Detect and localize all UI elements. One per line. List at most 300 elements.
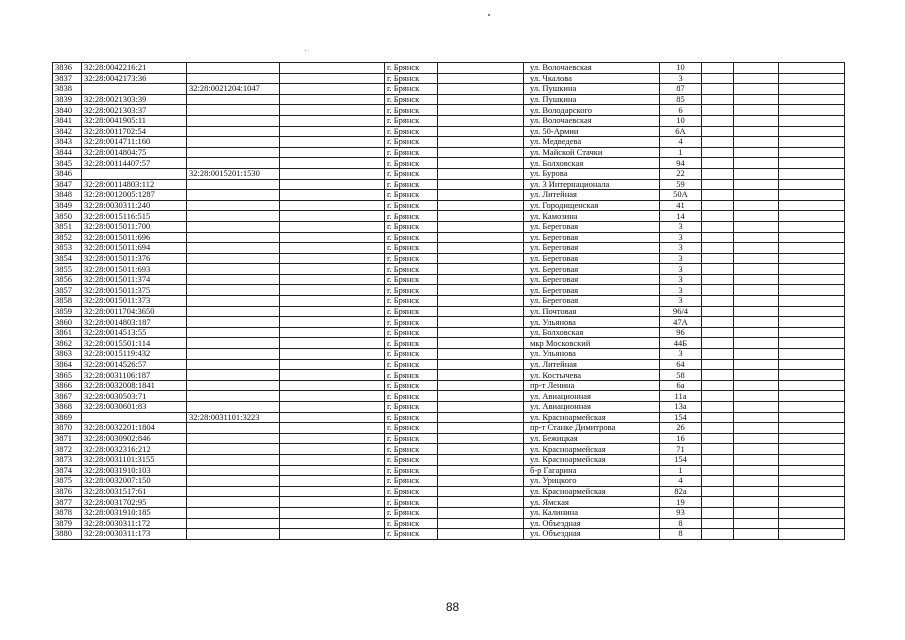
empty-cell — [280, 158, 385, 169]
city-cell: г. Брянск — [385, 507, 438, 518]
scan-speck — [488, 14, 490, 16]
row-number-cell: 3840 — [53, 105, 82, 116]
street-cell: ул. Ульянова — [524, 317, 660, 328]
house-number-cell: 58 — [660, 370, 702, 381]
empty-cell — [734, 190, 779, 201]
empty-cell — [779, 232, 845, 243]
street-cell: пр-т Станке Димитрова — [524, 423, 660, 434]
empty-cell — [280, 497, 385, 508]
cadastral-number-2-cell — [187, 465, 280, 476]
house-number-cell: 6 — [660, 105, 702, 116]
empty-cell — [438, 380, 524, 391]
empty-cell — [280, 380, 385, 391]
empty-cell — [438, 168, 524, 179]
row-number-cell: 3854 — [53, 253, 82, 264]
empty-cell — [702, 221, 734, 232]
cadastral-number-2-cell — [187, 179, 280, 190]
cadastral-number-cell: 32:28:0030311:240 — [82, 200, 187, 211]
empty-cell — [702, 232, 734, 243]
empty-cell — [702, 126, 734, 137]
city-cell: г. Брянск — [385, 63, 438, 74]
street-cell: ул. Береговая — [524, 264, 660, 275]
empty-cell — [779, 221, 845, 232]
empty-cell — [702, 253, 734, 264]
house-number-cell: 154 — [660, 412, 702, 423]
cadastral-number-2-cell — [187, 433, 280, 444]
house-number-cell: 26 — [660, 423, 702, 434]
cadastral-number-cell: 32:28:0032008:1841 — [82, 380, 187, 391]
empty-cell — [702, 486, 734, 497]
table-row — [53, 285, 845, 296]
row-number-cell: 3850 — [53, 211, 82, 222]
row-number-cell: 3842 — [53, 126, 82, 137]
empty-cell — [702, 211, 734, 222]
row-number-cell: 3861 — [53, 327, 82, 338]
street-cell: ул. Береговая — [524, 221, 660, 232]
empty-cell — [280, 73, 385, 84]
empty-cell — [280, 391, 385, 402]
empty-cell — [779, 137, 845, 148]
street-cell: ул. Объездная — [524, 529, 660, 540]
table-row — [53, 465, 845, 476]
empty-cell — [702, 507, 734, 518]
table-row — [53, 423, 845, 434]
cadastral-number-cell: 32:28:0011704:3650 — [82, 306, 187, 317]
city-cell: г. Брянск — [385, 84, 438, 95]
city-cell: г. Брянск — [385, 380, 438, 391]
empty-cell — [280, 433, 385, 444]
empty-cell — [280, 338, 385, 349]
city-cell: г. Брянск — [385, 115, 438, 126]
empty-cell — [734, 211, 779, 222]
row-number-cell: 3876 — [53, 486, 82, 497]
table-row — [53, 338, 845, 349]
cadastral-number-2-cell — [187, 518, 280, 529]
cadastral-number-2-cell — [187, 105, 280, 116]
street-cell: ул. Почтовая — [524, 306, 660, 317]
empty-cell — [734, 412, 779, 423]
cadastral-number-2-cell — [187, 338, 280, 349]
street-cell: ул. Береговая — [524, 274, 660, 285]
row-number-cell: 3879 — [53, 518, 82, 529]
cadastral-number-2-cell — [187, 444, 280, 455]
empty-cell — [702, 327, 734, 338]
empty-cell — [438, 115, 524, 126]
empty-cell — [438, 296, 524, 307]
row-number-cell: 3875 — [53, 476, 82, 487]
empty-cell — [734, 168, 779, 179]
city-cell: г. Брянск — [385, 158, 438, 169]
house-number-cell: 82а — [660, 486, 702, 497]
table-row — [53, 486, 845, 497]
empty-cell — [702, 158, 734, 169]
street-cell: ул. Медведева — [524, 137, 660, 148]
empty-cell — [734, 380, 779, 391]
empty-cell — [779, 402, 845, 413]
cadastral-number-cell — [82, 412, 187, 423]
row-number-cell: 3849 — [53, 200, 82, 211]
street-cell: ул. Ямская — [524, 497, 660, 508]
house-number-cell: 3 — [660, 221, 702, 232]
empty-cell — [702, 285, 734, 296]
street-cell: ул. Майской Стачки — [524, 147, 660, 158]
empty-cell — [779, 200, 845, 211]
empty-cell — [734, 253, 779, 264]
cadastral-number-cell: 32:28:0030902:846 — [82, 433, 187, 444]
empty-cell — [702, 529, 734, 540]
cadastral-number-2-cell — [187, 221, 280, 232]
row-number-cell: 3865 — [53, 370, 82, 381]
empty-cell — [779, 147, 845, 158]
empty-cell — [734, 84, 779, 95]
street-cell: ул. Литейная — [524, 190, 660, 201]
table-row — [53, 243, 845, 254]
cadastral-number-2-cell — [187, 264, 280, 275]
empty-cell — [779, 296, 845, 307]
cadastral-number-2-cell — [187, 391, 280, 402]
empty-cell — [438, 137, 524, 148]
city-cell: г. Брянск — [385, 264, 438, 275]
empty-cell — [438, 338, 524, 349]
table-row — [53, 327, 845, 338]
cadastral-number-2-cell — [187, 232, 280, 243]
street-cell: ул. Авиационная — [524, 402, 660, 413]
empty-cell — [280, 317, 385, 328]
empty-cell — [734, 285, 779, 296]
table-row — [53, 274, 845, 285]
city-cell: г. Брянск — [385, 454, 438, 465]
cadastral-number-cell: 32:28:0015011:375 — [82, 285, 187, 296]
house-number-cell: 6а — [660, 380, 702, 391]
street-cell: ул. Береговая — [524, 243, 660, 254]
house-number-cell: 3 — [660, 349, 702, 360]
table-row — [53, 391, 845, 402]
empty-cell — [438, 126, 524, 137]
table-row — [53, 518, 845, 529]
empty-cell — [734, 126, 779, 137]
empty-cell — [734, 349, 779, 360]
table-row — [53, 444, 845, 455]
empty-cell — [734, 73, 779, 84]
cadastral-number-cell: 32:28:0032007:150 — [82, 476, 187, 487]
empty-cell — [779, 285, 845, 296]
street-cell: ул. Болховская — [524, 327, 660, 338]
street-cell: ул. Волочаевская — [524, 63, 660, 74]
empty-cell — [734, 444, 779, 455]
table-row — [53, 84, 845, 95]
empty-cell — [438, 529, 524, 540]
house-number-cell: 64 — [660, 359, 702, 370]
city-cell: г. Брянск — [385, 200, 438, 211]
cadastral-number-2-cell — [187, 200, 280, 211]
empty-cell — [280, 359, 385, 370]
table-row — [53, 232, 845, 243]
empty-cell — [280, 105, 385, 116]
table-row — [53, 211, 845, 222]
city-cell: г. Брянск — [385, 518, 438, 529]
empty-cell — [438, 518, 524, 529]
table-row — [53, 126, 845, 137]
cadastral-number-2-cell — [187, 529, 280, 540]
empty-cell — [280, 179, 385, 190]
cadastral-number-2-cell — [187, 327, 280, 338]
page-number: 88 — [445, 600, 460, 614]
empty-cell — [702, 73, 734, 84]
empty-cell — [779, 476, 845, 487]
empty-cell — [779, 380, 845, 391]
city-cell: г. Брянск — [385, 285, 438, 296]
street-cell: ул. Пушкина — [524, 84, 660, 95]
empty-cell — [438, 253, 524, 264]
street-cell: ул. Городищенская — [524, 200, 660, 211]
empty-cell — [438, 94, 524, 105]
empty-cell — [702, 115, 734, 126]
empty-cell — [734, 306, 779, 317]
table-row — [53, 359, 845, 370]
street-cell: ул. Береговая — [524, 285, 660, 296]
cadastral-number-cell: 32:28:0014803:187 — [82, 317, 187, 328]
cadastral-number-cell: 32:28:0015011:376 — [82, 253, 187, 264]
street-cell: ул. Красноармейская — [524, 444, 660, 455]
empty-cell — [438, 211, 524, 222]
city-cell: г. Брянск — [385, 94, 438, 105]
row-number-cell: 3870 — [53, 423, 82, 434]
empty-cell — [438, 423, 524, 434]
city-cell: г. Брянск — [385, 243, 438, 254]
cadastral-number-cell: 32:28:0032316:212 — [82, 444, 187, 455]
empty-cell — [438, 147, 524, 158]
row-number-cell: 3857 — [53, 285, 82, 296]
empty-cell — [280, 94, 385, 105]
empty-cell — [280, 529, 385, 540]
city-cell: г. Брянск — [385, 147, 438, 158]
empty-cell — [779, 105, 845, 116]
table-row — [53, 200, 845, 211]
empty-cell — [280, 306, 385, 317]
city-cell: г. Брянск — [385, 306, 438, 317]
empty-cell — [438, 190, 524, 201]
empty-cell — [734, 94, 779, 105]
empty-cell — [779, 486, 845, 497]
empty-cell — [779, 497, 845, 508]
empty-cell — [702, 274, 734, 285]
cadastral-number-cell: 32:28:0011702:54 — [82, 126, 187, 137]
cadastral-number-2-cell — [187, 190, 280, 201]
empty-cell — [779, 94, 845, 105]
cadastral-number-cell: 32:28:00114407:57 — [82, 158, 187, 169]
street-cell: ул. Красноармейская — [524, 486, 660, 497]
empty-cell — [702, 63, 734, 74]
empty-cell — [734, 63, 779, 74]
house-number-cell: 8 — [660, 518, 702, 529]
house-number-cell: 4 — [660, 476, 702, 487]
empty-cell — [734, 497, 779, 508]
empty-cell — [702, 190, 734, 201]
street-cell: ул. Береговая — [524, 296, 660, 307]
empty-cell — [438, 105, 524, 116]
empty-cell — [438, 327, 524, 338]
cadastral-number-cell: 32:28:0014513:55 — [82, 327, 187, 338]
row-number-cell: 3872 — [53, 444, 82, 455]
empty-cell — [734, 370, 779, 381]
cadastral-number-2-cell — [187, 285, 280, 296]
empty-cell — [734, 147, 779, 158]
empty-cell — [438, 158, 524, 169]
table-row — [53, 507, 845, 518]
empty-cell — [438, 221, 524, 232]
table-row — [53, 454, 845, 465]
empty-cell — [702, 349, 734, 360]
empty-cell — [438, 433, 524, 444]
city-cell: г. Брянск — [385, 486, 438, 497]
house-number-cell: 50А — [660, 190, 702, 201]
city-cell: г. Брянск — [385, 476, 438, 487]
empty-cell — [280, 370, 385, 381]
empty-cell — [779, 338, 845, 349]
cadastral-number-2-cell — [187, 126, 280, 137]
house-number-cell: 96 — [660, 327, 702, 338]
cadastral-number-2-cell — [187, 497, 280, 508]
empty-cell — [280, 465, 385, 476]
empty-cell — [280, 412, 385, 423]
empty-cell — [734, 296, 779, 307]
table-row — [53, 497, 845, 508]
empty-cell — [734, 200, 779, 211]
house-number-cell: 6А — [660, 126, 702, 137]
city-cell: г. Брянск — [385, 105, 438, 116]
empty-cell — [280, 285, 385, 296]
empty-cell — [280, 274, 385, 285]
empty-cell — [702, 306, 734, 317]
cadastral-number-2-cell: 32:28:0021204:1047 — [187, 84, 280, 95]
empty-cell — [779, 518, 845, 529]
row-number-cell: 3871 — [53, 433, 82, 444]
empty-cell — [438, 444, 524, 455]
table-row — [53, 380, 845, 391]
city-cell: г. Брянск — [385, 221, 438, 232]
cadastral-number-cell: 32:28:0021303:37 — [82, 105, 187, 116]
street-cell: ул. Авиационная — [524, 391, 660, 402]
row-number-cell: 3873 — [53, 454, 82, 465]
cadastral-number-cell: 32:28:0042216:21 — [82, 63, 187, 74]
empty-cell — [438, 402, 524, 413]
cadastral-number-cell: 32:28:0015011:694 — [82, 243, 187, 254]
empty-cell — [702, 402, 734, 413]
table-row — [53, 168, 845, 179]
empty-cell — [280, 147, 385, 158]
empty-cell — [702, 391, 734, 402]
empty-cell — [702, 518, 734, 529]
empty-cell — [280, 444, 385, 455]
empty-cell — [779, 115, 845, 126]
house-number-cell: 3 — [660, 296, 702, 307]
cadastral-number-cell: 32:28:0015011:700 — [82, 221, 187, 232]
empty-cell — [702, 200, 734, 211]
cadastral-number-cell: 32:28:0015116:515 — [82, 211, 187, 222]
empty-cell — [280, 211, 385, 222]
cadastral-number-cell: 32:28:0014711:160 — [82, 137, 187, 148]
table-row — [53, 94, 845, 105]
cadastral-number-2-cell — [187, 306, 280, 317]
empty-cell — [779, 465, 845, 476]
row-number-cell: 3859 — [53, 306, 82, 317]
empty-cell — [438, 497, 524, 508]
empty-cell — [779, 306, 845, 317]
cadastral-number-2-cell — [187, 454, 280, 465]
empty-cell — [779, 158, 845, 169]
table-row — [53, 137, 845, 148]
row-number-cell: 3844 — [53, 147, 82, 158]
cadastral-number-2-cell — [187, 147, 280, 158]
street-cell: ул. Чкалова — [524, 73, 660, 84]
empty-cell — [779, 274, 845, 285]
empty-cell — [280, 137, 385, 148]
empty-cell — [734, 232, 779, 243]
empty-cell — [702, 317, 734, 328]
city-cell: г. Брянск — [385, 179, 438, 190]
empty-cell — [438, 73, 524, 84]
empty-cell — [779, 264, 845, 275]
table-row — [53, 296, 845, 307]
city-cell: г. Брянск — [385, 274, 438, 285]
row-number-cell: 3858 — [53, 296, 82, 307]
empty-cell — [779, 433, 845, 444]
empty-cell — [702, 412, 734, 423]
empty-cell — [779, 253, 845, 264]
street-cell: ул. Литейная — [524, 359, 660, 370]
empty-cell — [438, 243, 524, 254]
row-number-cell: 3868 — [53, 402, 82, 413]
cadastral-number-2-cell — [187, 359, 280, 370]
cadastral-number-cell: 32:28:0014804:75 — [82, 147, 187, 158]
empty-cell — [734, 158, 779, 169]
row-number-cell: 3878 — [53, 507, 82, 518]
empty-cell — [702, 454, 734, 465]
empty-cell — [702, 243, 734, 254]
row-number-cell: 3869 — [53, 412, 82, 423]
empty-cell — [702, 497, 734, 508]
city-cell: г. Брянск — [385, 412, 438, 423]
empty-cell — [438, 200, 524, 211]
row-number-cell: 3846 — [53, 168, 82, 179]
empty-cell — [280, 423, 385, 434]
empty-cell — [438, 412, 524, 423]
table-row — [53, 190, 845, 201]
house-number-cell: 22 — [660, 168, 702, 179]
empty-cell — [438, 454, 524, 465]
cadastral-number-cell: 32:28:0015011:693 — [82, 264, 187, 275]
empty-cell — [438, 264, 524, 275]
empty-cell — [779, 73, 845, 84]
city-cell: г. Брянск — [385, 359, 438, 370]
street-cell: ул. Бежицкая — [524, 433, 660, 444]
cadastral-number-2-cell — [187, 137, 280, 148]
empty-cell — [779, 317, 845, 328]
empty-cell — [280, 402, 385, 413]
empty-cell — [438, 465, 524, 476]
empty-cell — [438, 84, 524, 95]
empty-cell — [734, 327, 779, 338]
empty-cell — [779, 168, 845, 179]
empty-cell — [734, 486, 779, 497]
row-number-cell: 3839 — [53, 94, 82, 105]
cadastral-number-2-cell — [187, 94, 280, 105]
street-cell: ул. Болховская — [524, 158, 660, 169]
street-cell: ул. Костычева — [524, 370, 660, 381]
cadastral-number-2-cell — [187, 63, 280, 74]
empty-cell — [438, 274, 524, 285]
empty-cell — [734, 221, 779, 232]
